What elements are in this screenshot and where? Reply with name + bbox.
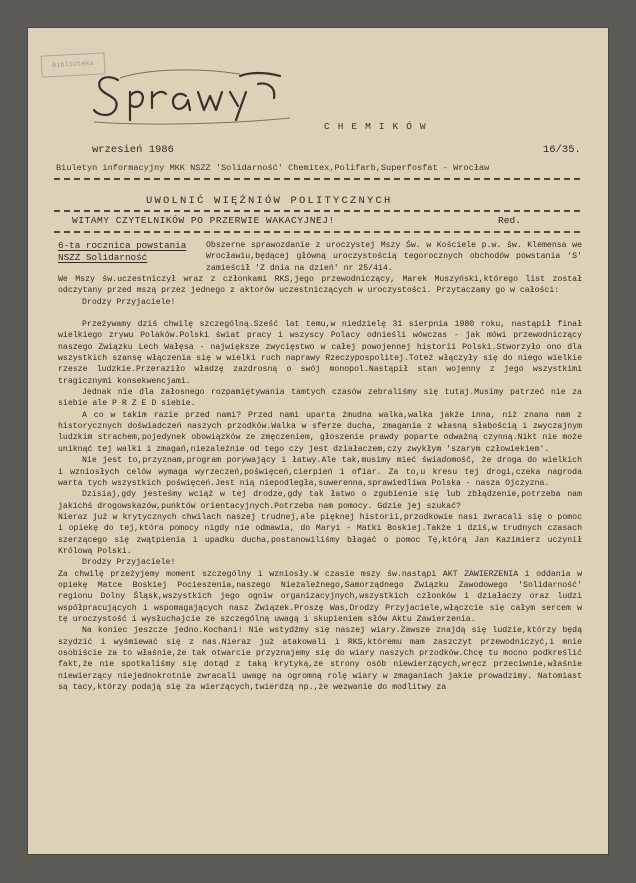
logo-graphic: [90, 66, 320, 126]
editor-signature: Red.: [498, 215, 522, 226]
divider-mid: [54, 210, 580, 212]
paragraph: We Mszy św.uczestniczył wraz z członkami RKS,jego przewodniczący, Marek Muszyński,którego list został odczytany przed mszą przez jednego z aktorów uczestniczących w uroczystości. Przytaczamy go w całości:: [58, 275, 582, 296]
paragraph: A co w takim razie przed nami? Przed nami uparta żmudna walka,walka jakże inna, niż znana nam z historycznych doświadczeń naszych przodków.Walka w sferze ducha, zmagania z własną słabością i zwyczajnym ludzkim strachem,pojedynek obowiązków ze zmęczeniem, głoszenie prawdy poparte odważną czynną.Nikt nie może uniknąć tej walki i zmagań,niezależnie od tego czy jest działaczem,czy zwykłym 'szarym człowiekiem'.: [58, 410, 582, 454]
library-stamp: Biblioteka: [40, 52, 105, 77]
issue-date: wrzesień 1986: [92, 144, 174, 156]
paragraph: Przeżywamy dziś chwilę szczególną.Sześć lat temu,w niedzielę 31 sierpnia 1980 roku, nastąpił finał wielkiego zrywu Polaków.Polski świat pracy i wszyscy Polacy odnieśli wówczas - jak mówi przewodniczący naszego Związku Lech Wałęsa - największe zwycięstwo w całej powojennej historii Polski.Stworzyło ono dla wszystkich szansę włączenia się w wielki ruch naprawy Rzeczypospolitej.Toteż włączyły się do niego wielkie rzesze ludzkie.Przeraziło władzę zazdrosną o swój monopol.Nastąpił stan wojenny z jego wszystkimi tragicznymi konsekwencjami.: [58, 320, 582, 386]
masthead-tagline: CHEMIKÓW: [324, 121, 434, 132]
paragraph: Dzisiaj,gdy jesteśmy wciąż w tej drodze,gdy tak łatwo o zgubienie się lub zbłądzenie,potrzeba nam jakichś drogowskazów,punktów orientacyjnych.Potrzeba nam pomocy. Gdzie jej szukać?: [58, 490, 582, 511]
article-body: [58, 274, 582, 693]
paragraph: Nieraz już w krytycznych chwilach naszej trudnej,ale pięknej historii,przodkowie nasi zwracali się o pomoc i opiekę do tej,która pomocy nigdy nie odmawia, do Maryi - Matki Boskiej.Także i dziś,w trudnych czasach szerzącego się zwątpienia i upadku ducha,postanowiliśmy błagać o pomoc Tę,którą Jan Kazimierz uczynił Królową Polski.: [58, 512, 582, 556]
article-intro: Obszerne sprawozdanie z uroczystej Mszy Św. w Kościele p.w. św. Klemensa we Wrocławiu,będącej główną uroczystością tegorocznych obchodów powstania 'S' zamieścił 'Z dnia na dzień' nr 25/414.: [206, 241, 582, 273]
article-headline: 6-ta rocznica powstania NSZZ Solidarność: [58, 240, 187, 263]
paragraph: Za chwilę przeżyjemy moment szczególny i wzniosły.W czasie mszy św.nastąpi AKT ZAWIERZENIA i oddania w opiekę Matce Boskiej Pocieszenia,naszego Niezależnego,Samorządnego Związku Zawodowego 'Solidarność' regionu Dolny Śląsk,wszystkich jego ogniw organizacyjnych,wszystkich członków i działaczy oraz ludzi współpracujących i wspomagających nasz Związek.Proszę Was,Drodzy Przyjaciele,włączcie się całym sercem w tę uroczystość i wysłuchajcie ze szczególną uwagą i skupieniem słów Aktu Zawierzenia.: [58, 569, 582, 624]
masthead-logo: [90, 66, 320, 126]
salutation: Drodzy Przyjaciele!: [82, 558, 176, 568]
paragraph: Na koniec jeszcze jedno.Kochani! Nie wstydźmy się naszej wiary.Zawsze znajdą się ludzie,którzy będą szydzić i wyśmiewać się z nas.Nieraz już atakowali i RKS,któremu mam zaszczyt przewodniczyć,i mnie osobiście za to właśnie,że tak otwarcie przyznajemy się do wiary naszych przodków.Chcę tu mocno podkreślić fakt,że nie spotkaliśmy się dotąd z taką krytyką,ze strony osób niewierzących,wręcz przeciwnie,właśnie niewierzący niejednokrotnie zwracali uwagę na ogromną rolę wiary w zmaganiach jakie prowadzimy. Natomiast są tacy,którzy podają się za wierzących,twierdzą np.,że wezwanie do modlitwy za: [58, 626, 582, 693]
divider-top: [54, 178, 580, 180]
bulletin-subtitle: Biuletyn informacyjny MKK NSZZ 'Solidarność' Chemitex,Polifarb,Superfosfat - Wrocław: [56, 163, 490, 173]
document-page: [28, 28, 608, 854]
divider-bottom: [54, 231, 580, 233]
issue-number: 16/35.: [543, 144, 581, 156]
paragraph: Jednak nie dla żałosnego rozpamiętywania tamtych czasów zebraliśmy się tutaj.Musimy patrzeć nie za siebie ale P R Z E D siebie.: [58, 388, 582, 409]
section-title: UWOLNIĆ WIĘŹNIÓW POLITYCZNYCH: [146, 195, 393, 207]
paragraph: Nie jest to,przyznam,program porywający i łatwy.Ale tak,musimy mieć świadomość, że droga do wielkich i wzniosłych celów wymaga wyrzeczeń,poświęceń,cierpień i ofiar. Za to,u kresu tej drogi,czeka nagroda warta tych wszystkich poświęceń.Jest nią niepodległa,suwerenna,sprawiedliwa Polska - nasza Ojczyzna.: [58, 456, 582, 488]
salutation: Drodzy Przyjaciele!: [82, 297, 176, 307]
greeting: WITAMY CZYTELNIKÓW PO PRZERWIE WAKACYJNEJ!: [72, 215, 335, 226]
